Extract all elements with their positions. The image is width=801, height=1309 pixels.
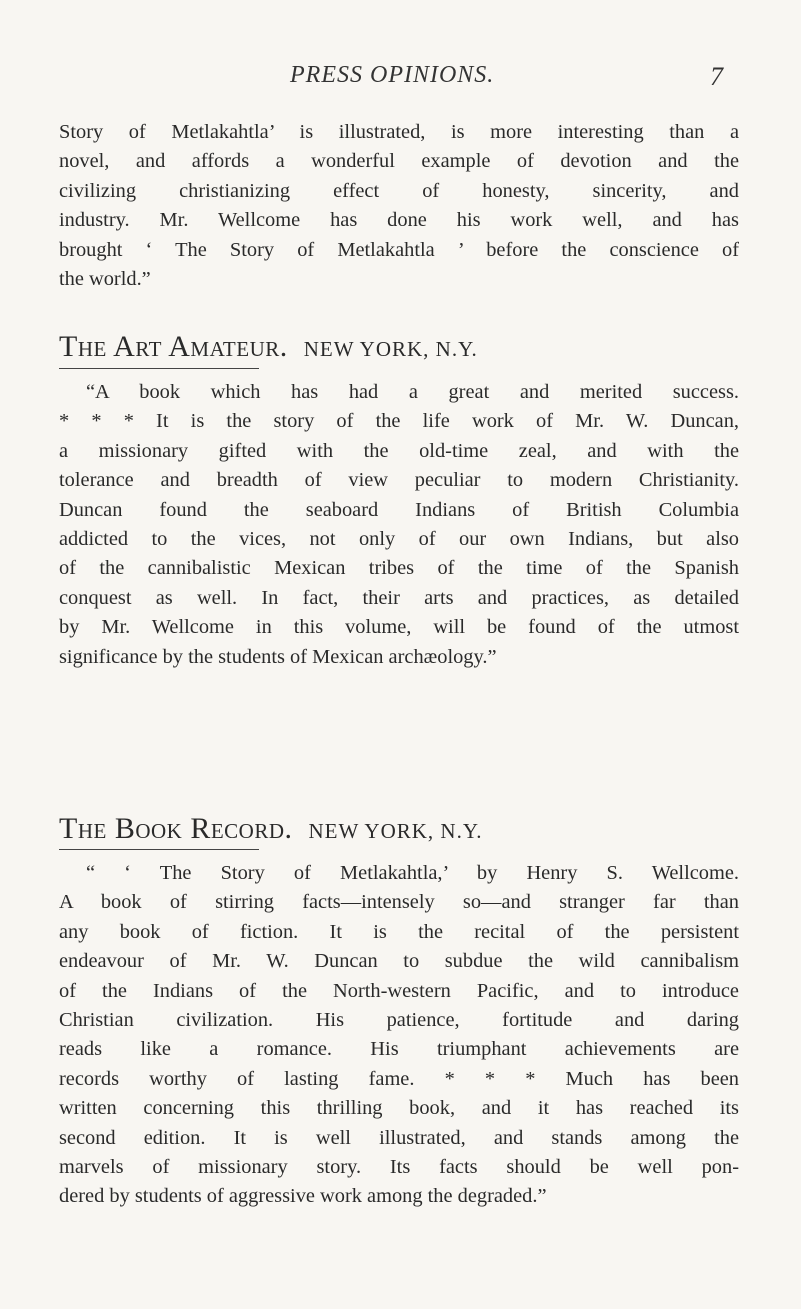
- text-line: records worthy of lasting fame. * * * Much has been: [59, 1067, 739, 1090]
- text-line: any book of fiction. It is the recital of the persistent: [59, 920, 739, 943]
- publication-name: The Art Amateur.: [59, 330, 288, 363]
- text-line: endeavour of Mr. W. Duncan to subdue the wild cannibalism: [59, 950, 739, 973]
- running-head: [0, 62, 801, 98]
- text-line: tolerance and breadth of view peculiar to modern Christianity.: [59, 469, 739, 492]
- text-line: “ ‘ The Story of Metlakahtla,’ by Henry S. Wellcome.: [86, 862, 739, 884]
- publication-place: NEW YORK, N.Y.: [303, 337, 478, 361]
- text-line: conquest as well. In fact, their arts and practices, as detailed: [59, 586, 739, 609]
- text-line: brought ‘ The Story of Metlakahtla ’ before the conscience of: [59, 238, 739, 261]
- text-line: novel, and affords a wonderful example of devotion and the: [59, 150, 739, 173]
- text-line: by Mr. Wellcome in this volume, will be found of the utmost: [59, 616, 739, 639]
- heading-rule: [59, 368, 259, 369]
- text-line: Christian civilization. His patience, fortitude and daring: [59, 1009, 739, 1032]
- review-heading-art-amateur: [59, 330, 739, 370]
- publication-name: The Book Record.: [59, 812, 293, 845]
- intro-paragraph: [59, 118, 739, 294]
- text-line: dered by students of aggressive work among the degraded.”: [59, 1185, 547, 1208]
- text-line: of the Indians of the North-western Pacific, and to introduce: [59, 979, 739, 1002]
- heading-rule: [59, 849, 259, 850]
- text-line: second edition. It is well illustrated, and stands among the: [59, 1126, 739, 1149]
- publication-place: NEW YORK, N.Y.: [308, 819, 483, 843]
- text-line: “A book which has had a great and merited success.: [86, 381, 739, 403]
- review-heading-book-record: [59, 812, 739, 852]
- text-line: of the cannibalistic Mexican tribes of the time of the Spanish: [59, 557, 739, 580]
- text-line: * * * It is the story of the life work of Mr. W. Duncan,: [59, 410, 739, 433]
- running-title: PRESS OPINIONS.: [290, 62, 495, 88]
- text-line: significance by the students of Mexican archæology.”: [59, 645, 497, 668]
- text-line: marvels of missionary story. Its facts should be well pon-: [59, 1156, 739, 1179]
- text-line: written concerning this thrilling book, and it has reached its: [59, 1097, 739, 1120]
- review-paragraph-art-amateur: [59, 378, 739, 672]
- text-line: industry. Mr. Wellcome has done his work well, and has: [59, 209, 739, 232]
- page-number: 7: [710, 62, 723, 91]
- text-line: Duncan found the seaboard Indians of British Columbia: [59, 498, 739, 521]
- text-line: the world.”: [59, 268, 151, 291]
- text-line: a missionary gifted with the old-time zeal, and with the: [59, 439, 739, 462]
- review-paragraph-book-record: [59, 859, 739, 1212]
- text-line: civilizing christianizing effect of honesty, sincerity, and: [59, 179, 739, 202]
- text-line: Story of Metlakahtla’ is illustrated, is more interesting than a: [59, 121, 739, 143]
- text-line: addicted to the vices, not only of our own Indians, but also: [59, 528, 739, 551]
- text-line: A book of stirring facts—intensely so—and stranger far than: [59, 891, 739, 914]
- text-line: reads like a romance. His triumphant achievements are: [59, 1038, 739, 1061]
